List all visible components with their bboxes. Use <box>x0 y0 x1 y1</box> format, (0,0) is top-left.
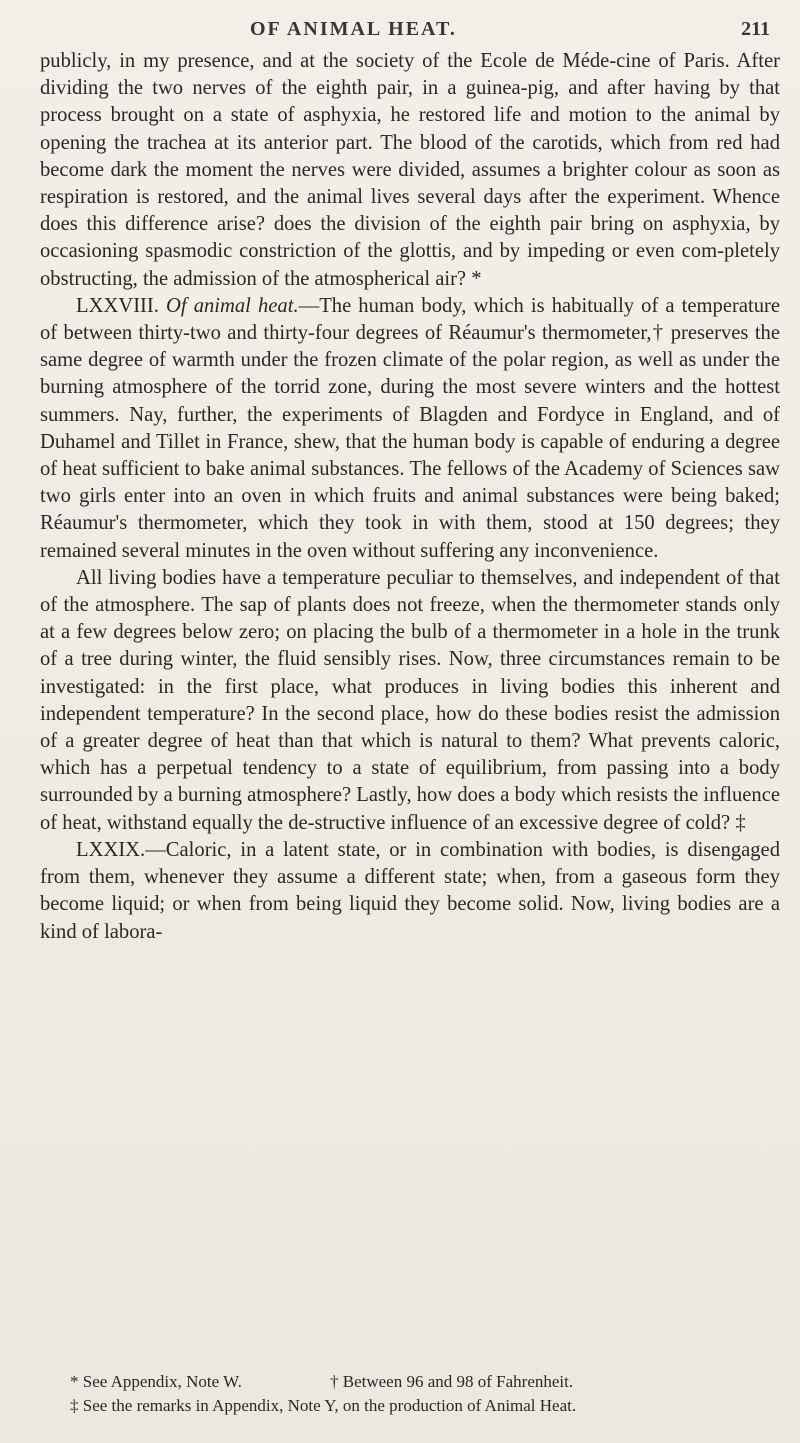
footnote-dagger: † Between 96 and 98 of Fahrenheit. <box>330 1372 574 1391</box>
paragraph-animal-heat <box>40 293 780 565</box>
running-head <box>0 10 800 40</box>
section-number-lxxviii: LXXVIII. <box>76 294 159 317</box>
footnotes <box>70 1370 780 1418</box>
paragraph-caloric <box>40 837 780 946</box>
footnote-star: * See Appendix, Note W. <box>70 1372 242 1391</box>
paragraph-living-bodies: All living bodies have a temperature peculiar to themselves, and independent of that of the atmosphere. The sap of plants does not freeze, when the thermometer stands only at a few degrees below zero; on placing the bulb of a thermometer in a hole in the trunk of a tree during winter, the fluid sensibly rises. Now, three circumstances remain to be investigated: in the first place, what produces in living bodies this inherent and independent temperature? In the second place, how do these bodies resist the admission of a greater degree of heat than that which is natural to them? What prevents caloric, which has a perpetual tendency to a state of equilibrium, from passing into a body surrounded by a burning atmosphere? Lastly, how does a body which resists the influence of heat, withstand equally the de-structive influence of an excessive degree of cold? ‡ <box>40 566 780 834</box>
paragraph-continuation: publicly, in my presence, and at the society of the Ecole de Méde-cine of Paris. After dividing the two nerves of the eighth pair, in a guinea-pig, and after having by that process brought on a state of asphyxia, he restored life and motion to the animal by opening the trachea at its anterior part. The blood of the carotids, which from red had become dark the moment the nerves were divided, assumes a brighter colour as soon as respiration is restored, and the animal lives several days after the experiment. Whence does this difference arise? does the division of the eighth pair bring on asphyxia, by occasioning spasmodic constriction of the glottis, and by impeding or even com-pletely obstructing, the admission of the atmospherical air? * <box>40 50 780 290</box>
footnote-double-dagger: ‡ See the remarks in Appendix, Note Y, on the production of Animal Heat. <box>70 1396 577 1415</box>
paragraph-animal-heat-text: —The human body, which is habitually of a temperature of between thirty-two and thirty-four degrees of Réaumur's thermometer,† preserves the same degree of warmth under the frozen climate of the polar region, as well as under the burning atmosphere of the torrid zone, during the most severe winters and the hottest summers. Nay, further, the experiments of Blagden and Fordyce in England, and of Duhamel and Tillet in France, shew, that the human body is capable of enduring a degree of heat sufficient to bake animal substances. The fellows of the Academy of Sciences saw two girls enter into an oven in which fruits and animal substances were being baked; Réaumur's thermometer, which they took in with them, stood at 150 degrees; they remained several minutes in the oven without suffering any inconvenience. <box>40 294 780 562</box>
section-number-lxxix: LXXIX. <box>76 838 146 861</box>
body-text <box>40 48 780 946</box>
running-title: OF ANIMAL HEAT. <box>250 18 457 40</box>
page-number: 211 <box>741 18 770 40</box>
paragraph-caloric-text: —Caloric, in a latent state, or in combination with bodies, is disengaged from them, whenever they assume a different state; when, from a gaseous form they become liquid; or when from being liquid they become solid. Now, living bodies are a kind of labora- <box>40 838 780 943</box>
section-heading-animal-heat: Of animal heat. <box>166 294 299 317</box>
footnote-row <box>70 1370 780 1394</box>
